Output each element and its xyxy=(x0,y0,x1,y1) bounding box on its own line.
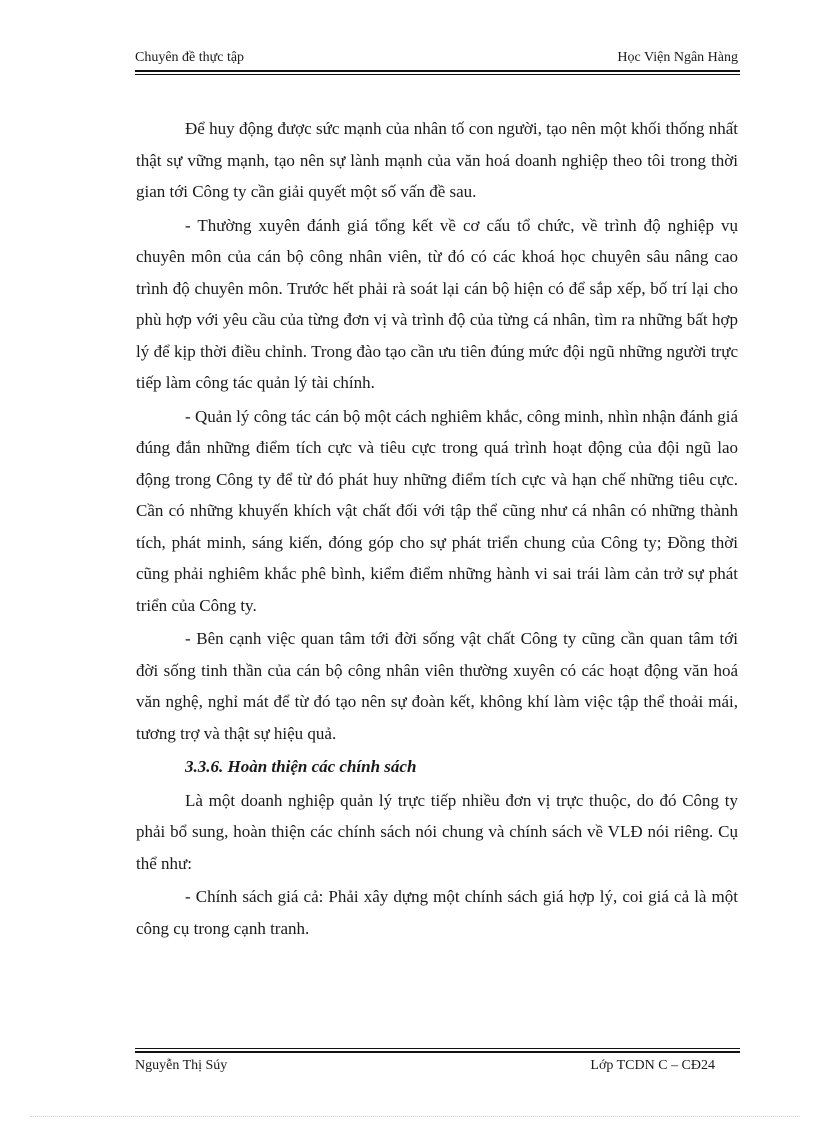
page-footer xyxy=(135,1058,715,1080)
footer-class: Lớp TCDN C – CĐ24 xyxy=(590,1058,715,1073)
page-header xyxy=(135,50,738,72)
paragraph-price-policy: - Chính sách giá cả: Phải xây dựng một chính sách giá hợp lý, coi giá cả là một công cụ trong cạnh tranh. xyxy=(136,887,738,938)
header-document-type: Chuyên đề thực tập xyxy=(135,50,245,65)
page-edge-dotted-line xyxy=(30,1116,800,1117)
paragraph-training: - Thường xuyên đánh giá tổng kết về cơ cấu tổ chức, về trình độ nghiệp vụ chuyên môn của cán bộ công nhân viên, từ đó có các khoá học chuyên sâu nâng cao trình độ chuyên môn. Trước hết phải rà soát lại cán bộ hiện có để sắp xếp, bố trí lại cho phù hợp với yêu cầu của từng đơn vị và trình độ của từng cá nhân, tìm ra những bất hợp lý để kịp thời điều chỉnh. Trong đào tạo cần ưu tiên đúng mức đội ngũ những người trực tiếp làm công tác quản lý tài chính. xyxy=(136,215,738,392)
paragraph-intro: Để huy động được sức mạnh của nhân tố con người, tạo nên một khối thống nhất thật sự vững mạnh, tạo nên sự lành mạnh của văn hoá doanh nghiệp theo tôi trong thời gian tới Công ty cần giải quyết một số vấn đề sau. xyxy=(136,119,738,201)
footer-author: Nguyễn Thị Súy xyxy=(135,1058,228,1073)
header-rule-thin xyxy=(135,74,740,75)
page-body xyxy=(136,113,738,944)
section-heading: 3.3.6. Hoàn thiện các chính sách xyxy=(185,757,417,776)
footer-rule-thin xyxy=(135,1048,740,1049)
footer-rule-thick xyxy=(135,1051,740,1053)
paragraph-management: - Quản lý công tác cán bộ một cách nghiêm khắc, công minh, nhìn nhận đánh giá đúng đắn những điểm tích cực và tiêu cực trong quá trình hoạt động của đội ngũ lao động trong Công ty để từ đó phát huy những điểm tích cực và hạn chế những tiêu cực. Cần có những khuyến khích vật chất đối với tập thể cũng như cá nhân có những thành tích, phát minh, sáng kiến, đóng góp cho sự phát triển chung của Công ty; Đồng thời cũng phải nghiêm khắc phê bình, kiểm điểm những hành vi sai trái làm cản trở sự phát triển của Công ty. xyxy=(136,406,738,615)
paragraph-spiritual-life: - Bên cạnh việc quan tâm tới đời sống vật chất Công ty cũng cần quan tâm tới đời sống tinh thần của cán bộ công nhân viên thường xuyên có các hoạt động văn hoá văn nghệ, nghỉ mát để từ đó tạo nên sự đoàn kết, không khí làm việc tập thể thoải mái, tương trợ và thật sự hiệu quả. xyxy=(136,629,738,743)
header-rule-thick xyxy=(135,70,740,72)
header-institution: Học Viện Ngân Hàng xyxy=(617,50,738,65)
paragraph-policies: Là một doanh nghiệp quản lý trực tiếp nhiều đơn vị trực thuộc, do đó Công ty phải bổ sung, hoàn thiện các chính sách nói chung và chính sách về VLĐ nói riêng. Cụ thể như: xyxy=(136,790,738,873)
